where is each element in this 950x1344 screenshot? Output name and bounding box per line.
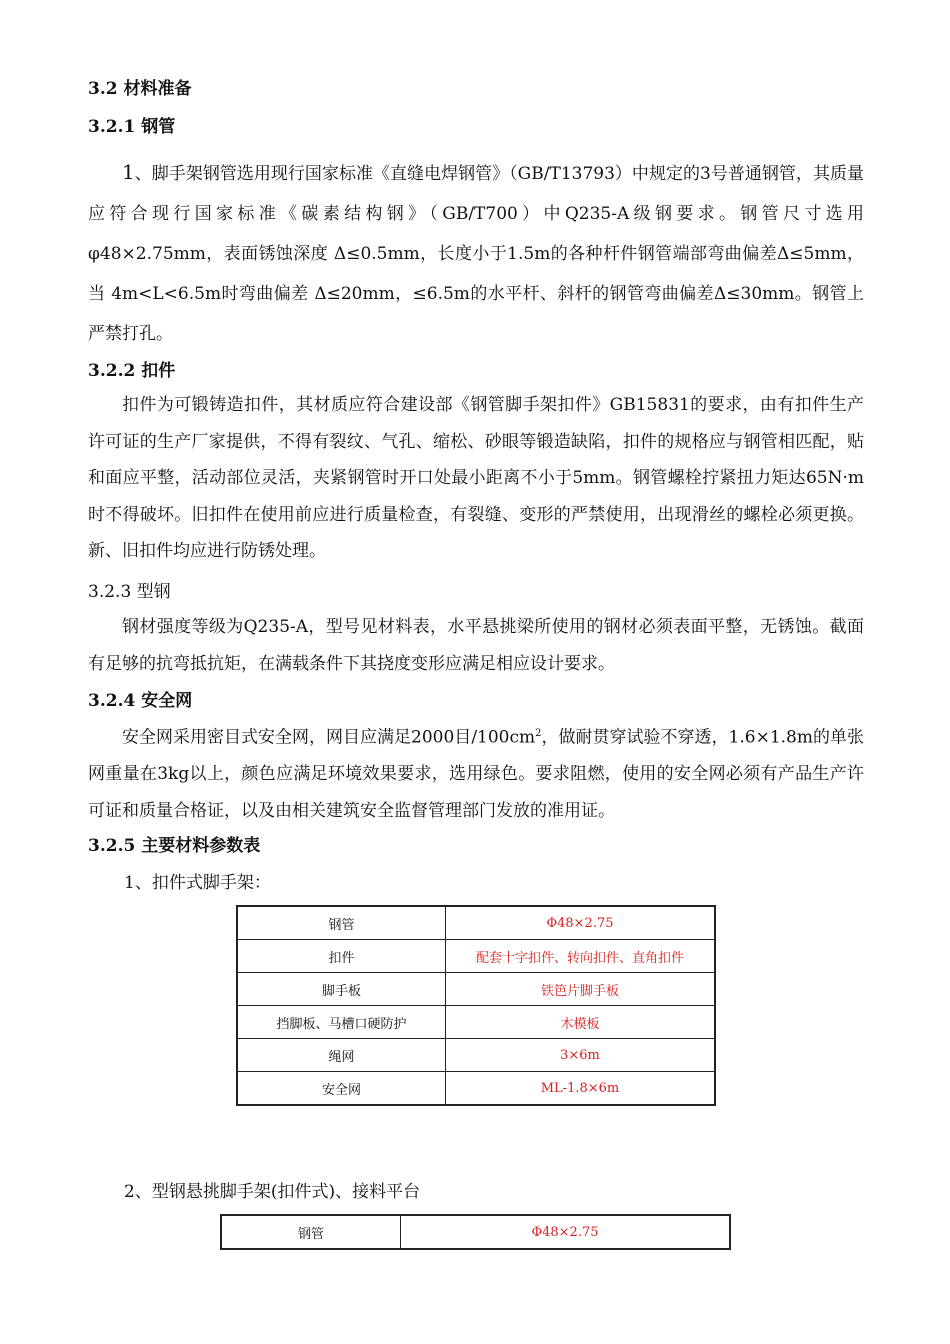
- material-spec: ML-1.8×6m: [446, 1072, 716, 1106]
- paragraph-steel-pipe-text: 、脚手架钢管选用现行国家标准《直缝电焊钢管》（GB/T13793）中规定的3号普通钢管，其质量应符合现行国家标准《碳素结构钢》（GB/T700）中Q235-A级钢要求。钢管尺寸选用 φ48×2.75mm，表面锈蚀深度 Δ≤0.5mm，长度小于1.5m的各种杆件钢管端部弯曲偏差Δ≤5mm，当 4m<L<6.5m时弯曲偏差 Δ≤20mm，≤6.5m的水平杆、斜杆的钢管弯曲偏差Δ≤30mm。钢管上严禁打孔。: [88, 164, 864, 344]
- safety-net-text-b: ，做耐贯穿试验不穿透，1.6×1.8m的单张网重量在3kg以上，颜色应满足环境效果要求，选用绿色。要求阻燃，使用的安全网必须有产品生产许可证和质量合格证，以及由相关建筑安全监督管理部门发放的准用证。: [88, 727, 864, 821]
- material-name: 钢管: [237, 906, 446, 940]
- material-name: 安全网: [237, 1072, 446, 1106]
- paragraph-safety-net: [88, 716, 864, 829]
- material-spec: 配套十字扣件、转向扣件、直角扣件: [446, 940, 716, 973]
- heading-3-2-2: 3.2.2 扣件: [88, 361, 176, 381]
- heading-3-2-5: 3.2.5 主要材料参数表: [88, 836, 261, 856]
- material-name: 挡脚板、马槽口硬防护: [237, 1006, 446, 1039]
- material-spec: Φ48×2.75: [401, 1215, 731, 1249]
- material-spec: 铁笆片脚手板: [446, 973, 716, 1006]
- table-row: [237, 973, 715, 1006]
- material-spec: 木模板: [446, 1006, 716, 1039]
- table-row: [237, 1072, 715, 1106]
- heading-3-2-1: 3.2.1 钢管: [88, 117, 176, 137]
- materials-table-1: [236, 905, 716, 1106]
- paragraph-section-steel: 钢材强度等级为Q235-A，型号见材料表，水平悬挑梁所使用的钢材必须表面平整，无锈蚀。截面有足够的抗弯抵抗矩，在满载条件下其挠度变形应满足相应设计要求。: [88, 617, 864, 674]
- table-row: [237, 906, 715, 940]
- paragraph-steel-pipe: [88, 152, 864, 354]
- material-name: 钢管: [221, 1215, 401, 1249]
- material-spec: 3×6m: [446, 1039, 716, 1072]
- heading-3-2: 3.2 材料准备: [88, 79, 192, 99]
- heading-3-2-4: 3.2.4 安全网: [88, 691, 193, 711]
- material-name: 绳网: [237, 1039, 446, 1072]
- material-spec: Φ48×2.75: [446, 906, 716, 940]
- safety-net-text-a: 安全网采用密目式安全网，网目应满足2000目/100cm: [122, 727, 536, 748]
- materials-table-2: [220, 1214, 731, 1250]
- paragraph-number: 1: [122, 160, 135, 184]
- material-name: 扣件: [237, 940, 446, 973]
- heading-3-2-3: 3.2.3 型钢: [88, 582, 171, 602]
- table-row: [237, 940, 715, 973]
- superscript: 2: [535, 728, 542, 739]
- table-row: [237, 1039, 715, 1072]
- table1-title: 1、扣件式脚手架：: [124, 873, 271, 893]
- table2-title: 2、型钢悬挑脚手架(扣件式)、接料平台: [124, 1182, 421, 1202]
- table-row: [237, 1006, 715, 1039]
- table-row: [221, 1215, 730, 1249]
- material-name: 脚手板: [237, 973, 446, 1006]
- paragraph-fastener: 扣件为可锻铸造扣件，其材质应符合建设部《钢管脚手架扣件》GB15831的要求，由有扣件生产许可证的生产厂家提供，不得有裂纹、气孔、缩松、砂眼等锻造缺陷，扣件的规格应与钢管相匹配，贴和面应平整，活动部位灵活，夹紧钢管时开口处最小距离不小于5mm。钢管螺栓拧紧扭力矩达65N·m时不得破坏。旧扣件在使用前应进行质量检查，有裂缝、变形的严禁使用，出现滑丝的螺栓必须更换。新、旧扣件均应进行防锈处理。: [88, 395, 864, 561]
